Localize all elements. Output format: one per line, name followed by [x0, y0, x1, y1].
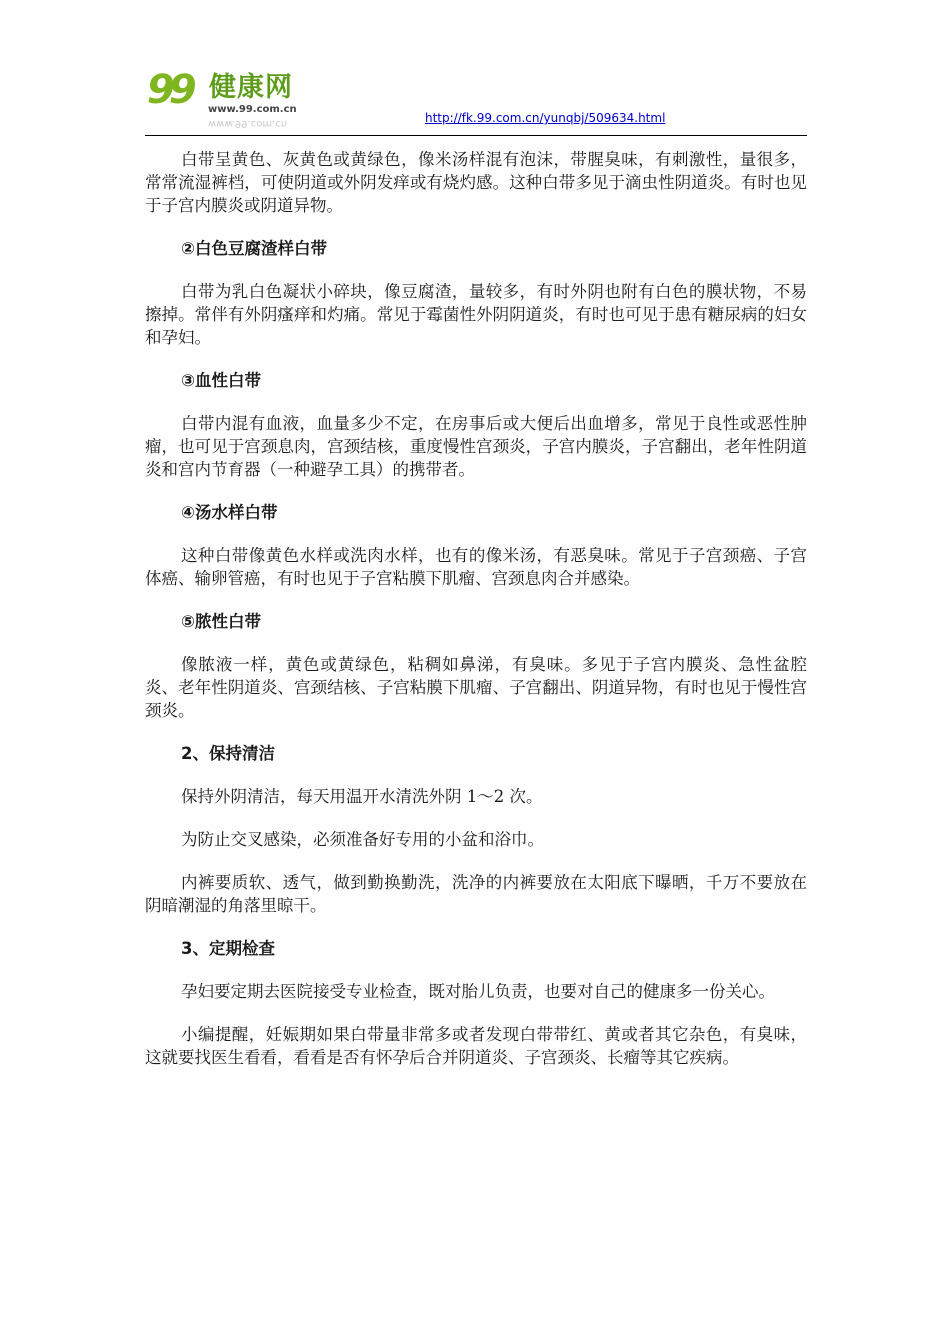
paragraph: 像脓液一样，黄色或黄绿色，粘稠如鼻涕，有臭味。多见于子宫内膜炎、急性盆腔炎、老年性阴道炎、宫颈结核、子宫粘膜下肌瘤、子宫翻出、阴道异物，有时也见于慢性宫颈炎。: [145, 655, 807, 720]
section-heading: ②白色豆腐渣样白带: [181, 239, 327, 258]
section-heading: 3、定期检查: [181, 939, 275, 958]
page-header: [145, 62, 807, 136]
logo-title: 健康网: [209, 72, 293, 103]
paragraph: 这种白带像黄色水样或洗肉水样，也有的像米汤，有恶臭味。常见于子宫颈癌、子宫体癌、输卵管癌，有时也见于子宫粘膜下肌瘤、宫颈息肉合并感染。: [145, 546, 807, 588]
paragraph: 白带呈黄色、灰黄色或黄绿色，像米汤样混有泡沫，带腥臭味，有刺激性，量很多，常常流湿裤档，可使阴道或外阴发痒或有烧灼感。这种白带多见于滴虫性阴道炎。有时也见于子宫内膜炎或阴道异物。: [145, 150, 807, 215]
paragraph: 为防止交叉感染，必须准备好专用的小盆和浴巾。: [181, 830, 544, 849]
section-heading: ④汤水样白带: [181, 503, 278, 522]
paragraph: 白带内混有血液，血量多少不定，在房事后或大便后出血增多，常见于良性或恶性肿瘤，也可见于宫颈息肉，宫颈结核，重度慢性宫颈炎，子宫内膜炎，子宫翻出，老年性阴道炎和宫内节育器（一种避孕工具）的携带者。: [145, 414, 807, 479]
source-link[interactable]: http://fk.99.com.cn/yunqbj/509634.html: [425, 111, 666, 125]
paragraph: 小编提醒，妊娠期如果白带量非常多或者发现白带带红、黄或者其它杂色，有臭味，这就要找医生看看，看看是否有怀孕后合并阴道炎、子宫颈炎、长瘤等其它疾病。: [145, 1025, 807, 1067]
logo-number: 99: [147, 67, 191, 113]
header-divider: [145, 135, 807, 136]
paragraph: 孕妇要定期去医院接受专业检查，既对胎儿负责，也要对自己的健康多一份关心。: [181, 982, 775, 1001]
logo-url-reflection: www.99.com.cn: [208, 118, 288, 129]
section-heading: ③血性白带: [181, 371, 261, 390]
paragraph: 内裤要质软、透气，做到勤换勤洗，洗净的内裤要放在太阳底下曝晒，千万不要放在阴暗潮湿的角落里晾干。: [145, 873, 807, 915]
paragraph: 白带为乳白色凝状小碎块，像豆腐渣，量较多，有时外阴也附有白色的膜状物，不易擦掉。常伴有外阴瘙痒和灼痛。常见于霉菌性外阴阴道炎，有时也可见于患有糖尿病的妇女和孕妇。: [145, 282, 807, 347]
logo-url: www.99.com.cn: [208, 104, 297, 115]
article-body: [145, 148, 807, 1089]
section-heading: 2、保持清洁: [181, 744, 275, 763]
section-heading: ⑤脓性白带: [181, 612, 261, 631]
paragraph: 保持外阴清洁，每天用温开水清洗外阴 1～2 次。: [181, 787, 543, 806]
site-logo[interactable]: [145, 67, 365, 130]
